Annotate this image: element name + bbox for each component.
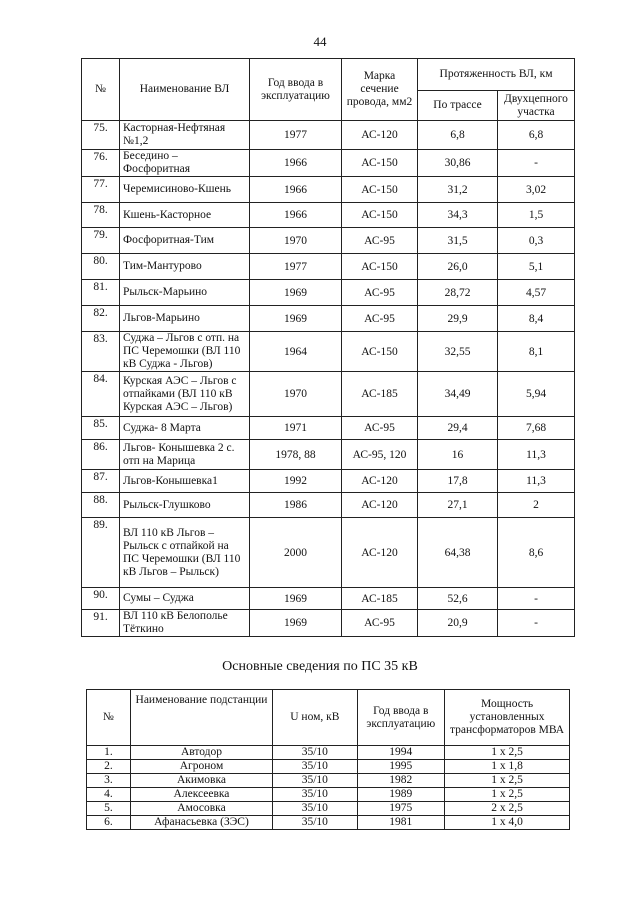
table-row — [82, 254, 575, 280]
table-row — [87, 760, 570, 774]
double-circuit-length: 11,3 — [498, 470, 575, 493]
table-row — [82, 306, 575, 332]
route-length: 29,4 — [418, 417, 498, 440]
transformer-power: 2 х 2,5 — [445, 802, 570, 816]
substation-name: Акимовка — [130, 774, 272, 788]
route-length: 29,9 — [418, 306, 498, 332]
row-number: 76. — [82, 150, 120, 177]
line-name: Рыльск-Марьино — [120, 280, 250, 306]
header-wire: Марка сечение провода, мм2 — [342, 59, 418, 121]
table-row — [82, 440, 575, 470]
year: 1992 — [250, 470, 342, 493]
header-route: По трассе — [418, 91, 498, 121]
table-row — [82, 121, 575, 150]
wire-grade: АС-95 — [342, 610, 418, 637]
year: 1971 — [250, 417, 342, 440]
voltage: 35/10 — [273, 746, 357, 760]
table-row — [82, 280, 575, 306]
double-circuit-length: 8,4 — [498, 306, 575, 332]
route-length: 32,55 — [418, 332, 498, 372]
table-row — [82, 493, 575, 518]
double-circuit-length: 7,68 — [498, 417, 575, 440]
table-row — [82, 332, 575, 372]
substation-name: Агроном — [130, 760, 272, 774]
year: 1966 — [250, 150, 342, 177]
route-length: 52,6 — [418, 588, 498, 610]
double-circuit-length: 6,8 — [498, 121, 575, 150]
year: 1977 — [250, 121, 342, 150]
route-length: 28,72 — [418, 280, 498, 306]
row-number: 86. — [82, 440, 120, 470]
double-circuit-length: 5,94 — [498, 372, 575, 417]
power-lines-table — [81, 58, 575, 637]
line-name: Суджа – Льгов с отп. на ПС Черемошки (ВЛ 110 кВ Суджа - Льгов) — [120, 332, 250, 372]
header-year: Год ввода в эксплуатацию — [250, 59, 342, 121]
year: 1994 — [357, 746, 445, 760]
row-number: 87. — [82, 470, 120, 493]
header-line-name: Наименование ВЛ — [120, 59, 250, 121]
table-row — [82, 150, 575, 177]
row-number: 89. — [82, 518, 120, 588]
year: 1982 — [357, 774, 445, 788]
header-year: Год ввода в эксплуатацию — [357, 690, 445, 746]
substation-name: Алексеевка — [130, 788, 272, 802]
table-row — [82, 470, 575, 493]
header-num: № — [82, 59, 120, 121]
transformer-power: 1 х 2,5 — [445, 746, 570, 760]
double-circuit-length: 1,5 — [498, 203, 575, 228]
wire-grade: АС-150 — [342, 203, 418, 228]
wire-grade: АС-95 — [342, 306, 418, 332]
transformer-power: 1 х 1,8 — [445, 760, 570, 774]
double-circuit-length: 5,1 — [498, 254, 575, 280]
table-row — [82, 518, 575, 588]
year: 1986 — [250, 493, 342, 518]
row-number: 81. — [82, 280, 120, 306]
line-name: Льгов-Марьино — [120, 306, 250, 332]
row-number: 3. — [87, 774, 131, 788]
line-name: Беседино – Фосфоритная — [120, 150, 250, 177]
year: 1966 — [250, 203, 342, 228]
double-circuit-length: 2 — [498, 493, 575, 518]
year: 1969 — [250, 610, 342, 637]
header-substation-name: Наименование подстанции — [130, 690, 272, 746]
wire-grade: АС-150 — [342, 150, 418, 177]
year: 1969 — [250, 588, 342, 610]
row-number: 78. — [82, 203, 120, 228]
year: 1970 — [250, 372, 342, 417]
substation-name: Афанасьевка (ЗЭС) — [130, 816, 272, 830]
transformer-power: 1 х 4,0 — [445, 816, 570, 830]
double-circuit-length: 4,57 — [498, 280, 575, 306]
row-number: 82. — [82, 306, 120, 332]
page-number: 44 — [313, 34, 327, 49]
year: 1969 — [250, 280, 342, 306]
transformer-power: 1 х 2,5 — [445, 788, 570, 802]
table-row — [82, 417, 575, 440]
voltage: 35/10 — [273, 816, 357, 830]
double-circuit-length: - — [498, 150, 575, 177]
row-number: 80. — [82, 254, 120, 280]
route-length: 30,86 — [418, 150, 498, 177]
table-row — [87, 746, 570, 760]
table-row — [82, 610, 575, 637]
row-number: 83. — [82, 332, 120, 372]
section-title: Основные сведения по ПС 35 кВ — [222, 659, 418, 674]
header-power: Мощность установленных трансформаторов МВА — [445, 690, 570, 746]
year: 1966 — [250, 177, 342, 203]
route-length: 20,9 — [418, 610, 498, 637]
wire-grade: АС-120 — [342, 493, 418, 518]
route-length: 34,49 — [418, 372, 498, 417]
row-number: 2. — [87, 760, 131, 774]
wire-grade: АС-95 — [342, 228, 418, 254]
line-name: Кшень-Касторное — [120, 203, 250, 228]
row-number: 84. — [82, 372, 120, 417]
header-voltage: U ном, кВ — [273, 690, 357, 746]
line-name: Фосфоритная-Тим — [120, 228, 250, 254]
double-circuit-length: - — [498, 588, 575, 610]
wire-grade: АС-120 — [342, 470, 418, 493]
row-number: 6. — [87, 816, 131, 830]
year: 1981 — [357, 816, 445, 830]
row-number: 85. — [82, 417, 120, 440]
year: 1995 — [357, 760, 445, 774]
row-number: 1. — [87, 746, 131, 760]
route-length: 16 — [418, 440, 498, 470]
year: 1975 — [357, 802, 445, 816]
year: 1964 — [250, 332, 342, 372]
substation-name: Амосовка — [130, 802, 272, 816]
line-name: Суджа- 8 Марта — [120, 417, 250, 440]
route-length: 31,2 — [418, 177, 498, 203]
voltage: 35/10 — [273, 788, 357, 802]
year: 1970 — [250, 228, 342, 254]
line-name: ВЛ 110 кВ Льгов – Рыльск с отпайкой на ПС Черемошки (ВЛ 110 кВ Льгов – Рыльск) — [120, 518, 250, 588]
row-number: 77. — [82, 177, 120, 203]
year: 1969 — [250, 306, 342, 332]
substation-name: Автодор — [130, 746, 272, 760]
line-name: Касторная-Нефтяная №1,2 — [120, 121, 250, 150]
line-name: Курская АЭС – Льгов с отпайками (ВЛ 110 кВ Курская АЭС – Льгов) — [120, 372, 250, 417]
line-name: Льгов- Конышевка 2 с. отп на Марица — [120, 440, 250, 470]
year: 1977 — [250, 254, 342, 280]
wire-grade: АС-150 — [342, 254, 418, 280]
header-double: Двухцепного участка — [498, 91, 575, 121]
double-circuit-length: 8,1 — [498, 332, 575, 372]
route-length: 34,3 — [418, 203, 498, 228]
route-length: 17,8 — [418, 470, 498, 493]
row-number: 79. — [82, 228, 120, 254]
row-number: 75. — [82, 121, 120, 150]
year: 1978, 88 — [250, 440, 342, 470]
wire-grade: АС-120 — [342, 121, 418, 150]
wire-grade: АС-95 — [342, 417, 418, 440]
wire-grade: АС-95, 120 — [342, 440, 418, 470]
double-circuit-length: 3,02 — [498, 177, 575, 203]
table-row — [82, 588, 575, 610]
row-number: 5. — [87, 802, 131, 816]
line-name: Сумы – Суджа — [120, 588, 250, 610]
table-row — [87, 788, 570, 802]
wire-grade: АС-185 — [342, 588, 418, 610]
route-length: 27,1 — [418, 493, 498, 518]
line-name: Тим-Мантурово — [120, 254, 250, 280]
route-length: 64,38 — [418, 518, 498, 588]
wire-grade: АС-185 — [342, 372, 418, 417]
row-number: 90. — [82, 588, 120, 610]
table-row — [82, 372, 575, 417]
table-row — [82, 177, 575, 203]
row-number: 4. — [87, 788, 131, 802]
table-row — [87, 802, 570, 816]
route-length: 26,0 — [418, 254, 498, 280]
row-number: 88. — [82, 493, 120, 518]
table-row — [87, 774, 570, 788]
route-length: 31,5 — [418, 228, 498, 254]
line-name: Рыльск-Глушково — [120, 493, 250, 518]
voltage: 35/10 — [273, 774, 357, 788]
wire-grade: АС-95 — [342, 280, 418, 306]
double-circuit-length: 8,6 — [498, 518, 575, 588]
transformer-power: 1 х 2,5 — [445, 774, 570, 788]
row-number: 91. — [82, 610, 120, 637]
line-name: Черемисиново-Кшень — [120, 177, 250, 203]
table-row — [82, 228, 575, 254]
double-circuit-length: - — [498, 610, 575, 637]
header-length: Протяженность ВЛ, км — [418, 59, 575, 91]
wire-grade: АС-150 — [342, 332, 418, 372]
header-num: № — [87, 690, 131, 746]
route-length: 6,8 — [418, 121, 498, 150]
wire-grade: АС-150 — [342, 177, 418, 203]
line-name: Льгов-Конышевка1 — [120, 470, 250, 493]
line-name: ВЛ 110 кВ Белополье Тёткино — [120, 610, 250, 637]
year: 1989 — [357, 788, 445, 802]
table-row — [87, 816, 570, 830]
voltage: 35/10 — [273, 760, 357, 774]
wire-grade: АС-120 — [342, 518, 418, 588]
double-circuit-length: 11,3 — [498, 440, 575, 470]
table-row — [82, 203, 575, 228]
double-circuit-length: 0,3 — [498, 228, 575, 254]
year: 2000 — [250, 518, 342, 588]
substations-table — [86, 689, 570, 830]
voltage: 35/10 — [273, 802, 357, 816]
